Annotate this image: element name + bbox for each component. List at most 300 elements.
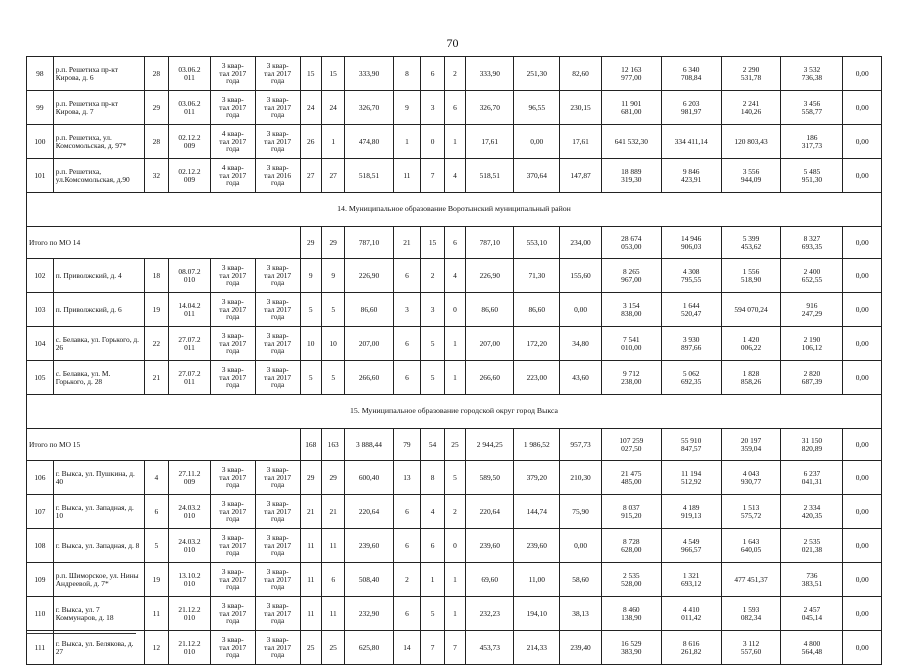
date-cell [169,125,211,159]
amount-cell [661,631,721,665]
amount-cell-line: 5 485 [803,166,821,176]
amount-cell [661,597,721,631]
amount-cell-line: 261,82 [681,646,702,656]
year-cell: 29 [144,91,169,125]
value-cell: 210,30 [560,461,602,495]
date-cell [169,259,211,293]
amount-cell-line: 531,78 [740,72,762,82]
amount-cell [721,327,781,361]
value-cell: 11 [393,159,421,193]
amount-cell-line: 2 400 [803,266,821,276]
amount-cell [661,563,721,597]
value-cell: 0,00 [843,91,882,125]
amount-cell [781,631,843,665]
value-cell: 0,00 [843,529,882,563]
plan-period-cell-line: тал 2017 [219,540,247,550]
amount-cell-line: 041,31 [801,476,823,486]
amount-cell-line: 520,47 [681,308,702,318]
plan-period-cell-line: 3 квар- [221,532,244,542]
value-cell: 0,00 [843,125,882,159]
value-cell: 6 [393,597,421,631]
amount-cell-line: 021,38 [801,544,823,554]
amount-cell [601,259,661,293]
year-cell: 28 [144,125,169,159]
actual-period-cell-line: 3 квар- [266,296,289,306]
value-cell: 6 [421,529,445,563]
table-row [27,293,882,327]
amount-cell-line: 838,00 [621,308,642,318]
value-cell: 21 [300,495,321,529]
value-cell: 6 [393,361,421,395]
actual-period-cell-line: тал 2016 [264,170,292,180]
plan-period-cell-line: тал 2017 [219,372,247,382]
plan-period-cell-line: года [226,312,240,322]
amount-cell [601,91,661,125]
plan-period-cell-line: 4 квар- [221,128,244,138]
date-cell [169,495,211,529]
amount-cell-line: 477 451,37 [734,574,768,584]
value-cell: 1 [444,597,465,631]
value-cell: 3 [393,293,421,327]
plan-period-cell-line: года [226,346,240,356]
section-title: 14. Муниципальное образование Воротынский муниципальный район [27,193,882,227]
value-cell: 6 [393,495,421,529]
actual-period-cell-line: года [270,616,285,626]
actual-period-cell-line: года [270,278,285,288]
address-cell: г. Выкса, ул. Белякова, д. 27 [53,631,144,665]
amount-cell-line: 4 043 [742,468,760,478]
amount-cell-line: 3 930 [682,334,700,344]
value-cell: 239,60 [466,529,514,563]
amount-cell-line: 186 [806,132,818,142]
value-cell: 508,40 [345,563,393,597]
plan-period-cell-line: тал 2017 [219,304,247,314]
value-cell: 96,55 [514,91,560,125]
value-cell: 232,90 [345,597,393,631]
amount-cell-line: 915,20 [621,510,642,520]
amount-cell [721,227,781,259]
actual-period-cell-line: года [270,346,285,356]
date-cell [169,597,211,631]
year-cell: 19 [144,293,169,327]
value-cell: 194,10 [514,597,560,631]
year-cell: 32 [144,159,169,193]
amount-cell-line: 4 800 [803,638,821,648]
value-cell: 15 [300,57,321,91]
value-cell: 600,40 [345,461,393,495]
amount-cell-line: 4 549 [682,536,700,546]
value-cell: 147,87 [560,159,602,193]
value-cell: 27 [321,159,345,193]
date-cell [169,631,211,665]
amount-cell-line: 8 327 [803,233,821,243]
footnote-divider [26,633,136,634]
amount-cell [781,91,843,125]
value-cell: 0,00 [843,227,882,259]
date-cell [169,57,211,91]
amount-cell-line: 981,97 [681,106,702,116]
value-cell: 0,00 [560,293,602,327]
amount-cell-line: 2 334 [803,502,821,512]
amount-cell-line: 558,77 [801,106,823,116]
amount-cell-line: 1 593 [742,604,760,614]
address-cell: г. Выкса, ул. Пушкина, д. 40 [53,461,144,495]
value-cell: 5 [444,461,465,495]
actual-period-cell-line: года [270,110,285,120]
plan-period-cell-line: тал 2017 [219,642,247,652]
actual-period-cell-line: 3 квар- [266,464,289,474]
value-cell: 43,60 [560,361,602,395]
value-cell: 589,50 [466,461,514,495]
plan-period-cell [210,461,255,495]
actual-period-cell-line: тал 2017 [264,506,292,516]
plan-period-cell-line: тал 2017 [219,608,247,618]
actual-period-cell-line: тал 2017 [264,642,292,652]
plan-period-cell-line: тал 2017 [219,136,247,146]
value-cell: 11 [300,563,321,597]
value-cell: 6 [393,529,421,563]
plan-period-cell [210,563,255,597]
row-number: 110 [27,597,54,631]
actual-period-cell [255,529,300,563]
amount-cell-line: 528,00 [621,578,642,588]
value-cell: 1 [321,125,345,159]
plan-period-cell-line: тал 2017 [219,270,247,280]
address-cell: р.п. Решетиха пр-кт Кирова, д. 6 [53,57,144,91]
actual-period-cell-line: 3 квар- [266,634,289,644]
amount-cell-line: 3 154 [623,300,640,310]
date-cell-line: 08.07.2 [178,266,201,276]
value-cell: 144,74 [514,495,560,529]
amount-cell-line: 317,73 [801,140,823,150]
actual-period-cell-line: года [270,582,285,592]
value-cell: 21 [321,495,345,529]
table-row [27,529,882,563]
date-cell-line: 02.12.2 [178,132,201,142]
amount-cell-line: 55 910 [681,435,702,445]
table-row [27,125,882,159]
date-cell [169,461,211,495]
value-cell: 787,10 [466,227,514,259]
plan-period-cell-line: года [226,582,240,592]
amount-cell-line: 930,77 [740,476,762,486]
amount-cell-line: 107 259 [619,435,644,445]
plan-period-cell [210,259,255,293]
amount-cell-line: 106,12 [801,342,823,352]
actual-period-cell-line: тал 2017 [264,270,292,280]
amount-cell-line: 916 [806,300,818,310]
value-cell: 232,23 [466,597,514,631]
amount-cell-line: 140,26 [740,106,762,116]
actual-period-cell-line: тал 2017 [264,574,292,584]
resettlement-table [26,56,882,665]
date-cell-line: 24.03.2 [178,502,201,512]
value-cell: 957,73 [560,429,602,461]
row-number: 111 [27,631,54,665]
value-cell: 9 [393,91,421,125]
date-cell-line: 009 [183,476,196,486]
actual-period-cell [255,57,300,91]
value-cell: 0 [444,529,465,563]
value-cell: 7 [421,631,445,665]
value-cell: 11,00 [514,563,560,597]
subtotal-label: Итого по МО 14 [27,227,301,259]
value-cell: 0 [421,125,445,159]
value-cell: 163 [321,429,345,461]
amount-cell-line: 6 237 [803,468,821,478]
amount-cell-line: 4 189 [682,502,700,512]
date-cell-line: 011 [184,342,195,352]
table-row [27,631,882,665]
actual-period-cell-line: года [270,178,285,188]
amount-cell [601,563,661,597]
section-heading-row [27,193,882,227]
value-cell: 0,00 [514,125,560,159]
plan-period-cell-line: года [226,514,240,524]
address-cell: р.п. Решетиха, ул. Комсомольская, д. 97* [53,125,144,159]
date-cell-line: 27.11.2 [178,468,201,478]
amount-cell-line: 652,55 [801,274,823,284]
value-cell: 29 [321,227,345,259]
date-cell-line: 24.03.2 [178,536,201,546]
value-cell: 29 [300,227,321,259]
value-cell: 370,64 [514,159,560,193]
date-cell-line: 009 [183,140,196,150]
value-cell: 21 [393,227,421,259]
amount-cell-line: 2 190 [803,334,821,344]
section-title: 15. Муниципальное образование городской округ город Выкса [27,395,882,429]
plan-period-cell-line: тал 2017 [219,338,247,348]
actual-period-cell-line: года [270,650,285,660]
actual-period-cell-line: года [270,144,285,154]
amount-cell-line: 1 828 [742,368,760,378]
plan-period-cell-line: года [226,548,240,558]
actual-period-cell-line: тал 2017 [264,472,292,482]
value-cell: 58,60 [560,563,602,597]
actual-period-cell-line: года [270,548,285,558]
row-number: 105 [27,361,54,395]
amount-cell [661,227,721,259]
address-cell: г. Выкса, ул. Западная, д. 10 [53,495,144,529]
plan-period-cell [210,57,255,91]
value-cell: 1 [444,361,465,395]
plan-period-cell-line: 3 квар- [221,498,244,508]
table-body [27,57,882,665]
actual-period-cell [255,159,300,193]
amount-cell-line: 1 644 [682,300,700,310]
year-cell: 5 [144,529,169,563]
value-cell: 0,00 [843,293,882,327]
table-row [27,159,882,193]
value-cell: 787,10 [345,227,393,259]
value-cell: 11 [300,529,321,563]
date-cell-line: 13.10.2 [178,570,201,580]
actual-period-cell [255,327,300,361]
amount-cell [601,461,661,495]
amount-cell [721,91,781,125]
amount-cell [781,361,843,395]
value-cell: 11 [321,597,345,631]
date-cell-line: 011 [184,106,195,116]
amount-cell-line: 919,13 [681,510,702,520]
amount-cell [601,159,661,193]
amount-cell [781,495,843,529]
value-cell: 553,10 [514,227,560,259]
amount-cell-line: 045,14 [801,612,823,622]
amount-cell-line: 2 241 [742,98,760,108]
value-cell: 71,30 [514,259,560,293]
amount-cell [661,125,721,159]
value-cell: 2 [444,57,465,91]
amount-cell-line: 334 411,14 [674,136,708,146]
amount-cell [721,495,781,529]
value-cell: 13 [393,461,421,495]
date-cell-line: 011 [184,376,195,386]
value-cell: 17,61 [560,125,602,159]
amount-cell-line: 681,00 [621,106,642,116]
value-cell: 326,70 [345,91,393,125]
amount-cell-line: 4 308 [682,266,700,276]
amount-cell-line: 12 163 [621,64,642,74]
amount-cell [601,293,661,327]
value-cell: 453,73 [466,631,514,665]
value-cell: 69,60 [466,563,514,597]
date-cell-line: 21.12.2 [178,604,201,614]
amount-cell-line: 564,48 [801,646,823,656]
value-cell: 6 [444,227,465,259]
amount-cell-line: 3 456 [803,98,821,108]
value-cell: 4 [444,259,465,293]
plan-period-cell-line: тал 2017 [219,574,247,584]
value-cell: 234,00 [560,227,602,259]
plan-period-cell [210,495,255,529]
actual-period-cell-line: года [270,312,285,322]
value-cell: 155,60 [560,259,602,293]
address-cell: р.п. Решетиха, ул.Комсомольская, д.90 [53,159,144,193]
value-cell: 26 [300,125,321,159]
amount-cell-line: 1 321 [682,570,700,580]
amount-cell-line: 2 820 [803,368,821,378]
date-cell [169,563,211,597]
amount-cell [721,631,781,665]
amount-cell-line: 010,00 [621,342,642,352]
actual-period-cell-line: тал 2017 [264,68,292,78]
date-cell-line: 27.07.2 [178,334,201,344]
amount-cell-line: 420,35 [801,510,823,520]
plan-period-cell-line: года [226,480,240,490]
date-cell [169,159,211,193]
value-cell: 79 [393,429,421,461]
date-cell-line: 010 [183,274,196,284]
amount-cell-line: 736,38 [801,72,823,82]
value-cell: 5 [300,293,321,327]
address-cell: р.п. Шиморское, ул. Нины Андреевой, д. 7* [53,563,144,597]
amount-cell [781,429,843,461]
value-cell: 220,64 [345,495,393,529]
actual-period-cell [255,495,300,529]
value-cell: 168 [300,429,321,461]
date-cell-line: 011 [184,308,195,318]
actual-period-cell-line: года [270,76,285,86]
amount-cell [661,327,721,361]
amount-cell-line: 2 535 [623,570,640,580]
amount-cell-line: 693,35 [801,241,823,251]
amount-cell-line: 708,84 [681,72,702,82]
value-cell: 0,00 [843,597,882,631]
amount-cell [781,327,843,361]
amount-cell-line: 6 203 [682,98,700,108]
row-number: 100 [27,125,54,159]
plan-period-cell-line: года [226,650,240,660]
amount-cell-line: 8 265 [623,266,640,276]
amount-cell-line: 858,26 [740,376,762,386]
table-row [27,259,882,293]
amount-cell-line: 31 150 [801,435,823,445]
year-cell: 18 [144,259,169,293]
amount-cell [781,293,843,327]
amount-cell [721,597,781,631]
amount-cell-line: 944,09 [740,174,762,184]
amount-cell [601,327,661,361]
amount-cell-line: 8 460 [623,604,640,614]
value-cell: 25 [444,429,465,461]
amount-cell [601,597,661,631]
value-cell: 7 [421,159,445,193]
value-cell: 0,00 [843,159,882,193]
value-cell: 86,60 [345,293,393,327]
date-cell-line: 27.07.2 [178,368,201,378]
amount-cell [601,57,661,91]
amount-cell-line: 641 532,30 [614,136,648,146]
value-cell: 34,80 [560,327,602,361]
amount-cell-line: 18 889 [621,166,642,176]
amount-cell-line: 687,39 [801,376,823,386]
address-cell: г. Выкса, ул. Западная, д. 8 [53,529,144,563]
amount-cell [721,529,781,563]
amount-cell [721,361,781,395]
amount-cell-line: 082,34 [740,612,762,622]
plan-period-cell-line: года [226,616,240,626]
plan-period-cell-line: тал 2017 [219,102,247,112]
amount-cell [601,529,661,563]
actual-period-cell-line: года [270,480,285,490]
amount-cell-line: 795,55 [681,274,702,284]
amount-cell-line: 951,30 [801,174,823,184]
amount-cell [781,529,843,563]
row-number: 101 [27,159,54,193]
date-cell [169,361,211,395]
actual-period-cell-line: 3 квар- [266,566,289,576]
value-cell: 86,60 [466,293,514,327]
amount-cell-line: 28 674 [621,233,642,243]
amount-cell [781,563,843,597]
plan-period-cell [210,125,255,159]
value-cell: 11 [321,529,345,563]
amount-cell-line: 3 556 [742,166,760,176]
date-cell-line: 010 [183,578,196,588]
actual-period-cell-line: 3 квар- [266,94,289,104]
plan-period-cell-line: 3 квар- [221,94,244,104]
value-cell: 326,70 [466,91,514,125]
amount-cell-line: 359,04 [740,443,762,453]
value-cell: 0,00 [843,327,882,361]
table-row [27,361,882,395]
date-cell-line: 011 [184,72,195,82]
value-cell: 6 [393,259,421,293]
value-cell: 2 [393,563,421,597]
amount-cell-line: 11 901 [621,98,642,108]
value-cell: 172,20 [514,327,560,361]
